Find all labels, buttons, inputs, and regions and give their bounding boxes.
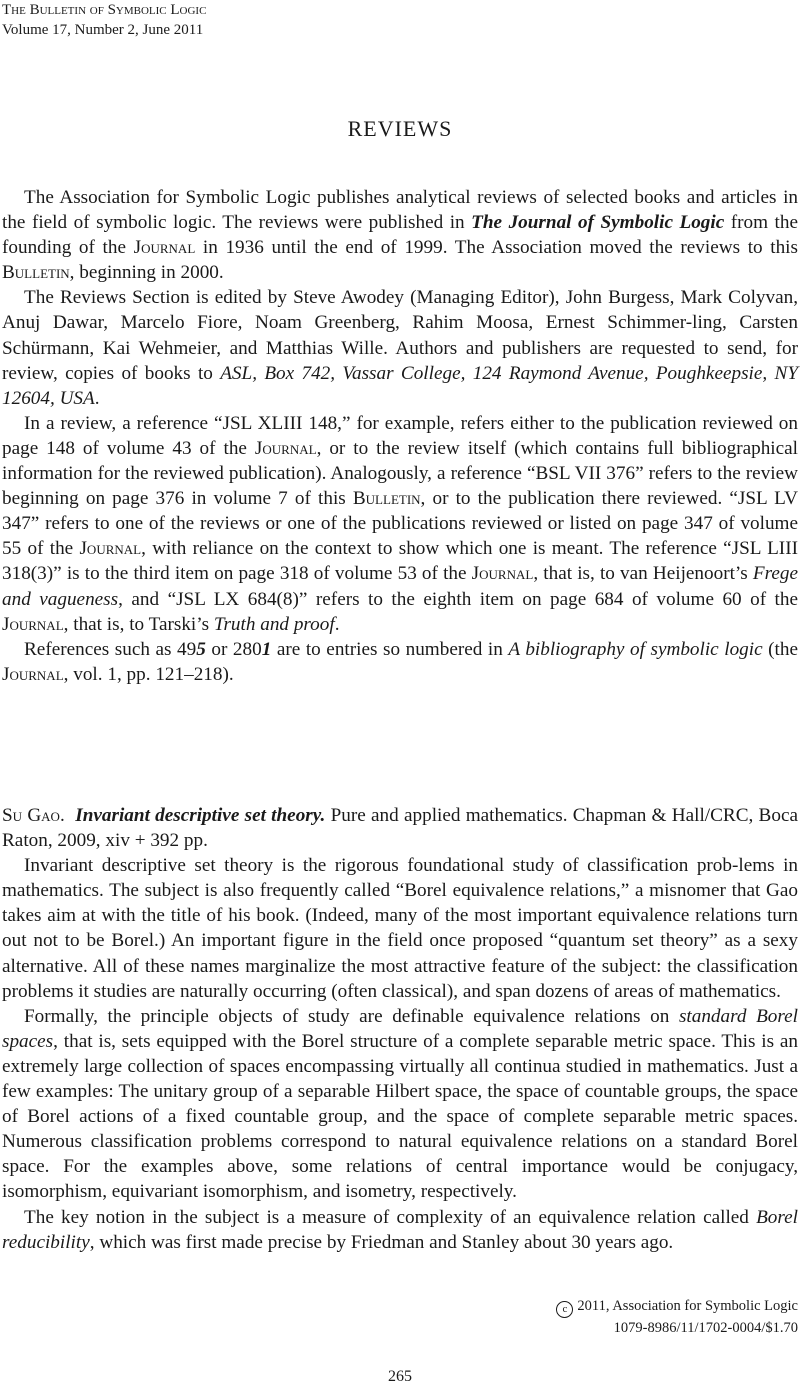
entry-number: 1 xyxy=(261,638,272,660)
review-paragraph-2 xyxy=(2,1004,798,1205)
review-author: Su Gao. xyxy=(2,805,65,826)
intro-paragraph-1 xyxy=(2,185,798,285)
section-title: REVIEWS xyxy=(347,116,453,141)
text-run: , that is, to Tarski’s xyxy=(63,613,214,635)
review-heading xyxy=(2,803,798,853)
text-run: , beginning in 2000. xyxy=(69,262,224,284)
bibliography-title: A bibliography of symbolic logic xyxy=(508,638,763,660)
text-run: In a review, a reference “JSL XLIII 148,” for example, refers either to the publication reviewed on page 148 of volume 43 of the xyxy=(2,412,798,459)
defined-term: Borel reducibility xyxy=(2,1206,798,1253)
intro-paragraph-4 xyxy=(2,637,798,687)
text-run: (the xyxy=(762,638,798,660)
bulletin-smallcaps: Bulletin xyxy=(352,488,421,510)
text-run: , with reliance on the context to show which one is meant. The reference “JSL LIII 318(3)” is to the third item on page 318 of volume 53 of the xyxy=(2,538,798,585)
text-run: , or to the review itself (which contains full bibliographical information for the reviewed publication). Analogously, a reference “BSL VII 376” refers to the review beginning on page 376 in volume 7 of this xyxy=(2,437,798,510)
journal-smallcaps: Journal xyxy=(254,437,317,459)
intro-paragraph-2 xyxy=(2,285,798,410)
text-run: . xyxy=(334,613,340,635)
review-paragraph-1: Invariant descriptive set theory is the rigorous foundational study of classification prob-lems in mathematics. The subject is also frequently called “Borel equivalence relations,” a misnomer that Gao takes aim at with the title of his book. (Indeed, many of the most important equivalence relations turn out not to be Borel.) An important figure in the field once proposed “quantum set theory” as a sexy alternative. All of these names marginalize the most attractive feature of the subject: the classification problems it studies are naturally occurring (often classical), and span dozens of areas of mathematics. xyxy=(2,855,798,1002)
text-run: Formally, the principle objects of study are definable equivalence relations on xyxy=(24,1005,679,1027)
text-run: The Reviews Section is edited by Steve Awodey (Managing Editor), John Burgess, Mark Colyvan, Anuj Dawar, Marcelo Fiore, Noam Greenberg, Rahim Moosa, Ernest Schimmer-ling, Carsten Schürmann, Kai Wehmeier, and Matthias Wille. Authors and publishers are requested to send, for review, copies of books to xyxy=(2,287,798,384)
journal-smallcaps: Journal xyxy=(79,538,142,560)
page-number: 265 xyxy=(388,1368,412,1385)
entry-number: 5 xyxy=(196,638,206,660)
journal-title: The Journal of Symbolic Logic xyxy=(471,212,725,234)
text-run: , or to the publication there reviewed. “JSL LV 347” refers to one of the reviews or one of the publications reviewed or listed on page 347 of volume 55 of the xyxy=(2,488,798,560)
cited-title: Truth and proof xyxy=(213,613,335,635)
text-run: from the founding of the xyxy=(2,212,798,259)
text-run: References such as 49 xyxy=(24,638,197,660)
text-run: , which was first made precise by Friedman and Stanley about 30 years ago. xyxy=(89,1231,674,1253)
journal-smallcaps: Journal xyxy=(133,237,196,259)
mailing-address: ASL, Box 742, Vassar College, 124 Raymond Avenue, Poughkeepsie, NY 12604, USA xyxy=(2,362,798,409)
cited-title: Frege and vagueness xyxy=(2,563,798,610)
text-run: . xyxy=(94,387,100,409)
text-run: , vol. 1, pp. 121–218). xyxy=(63,663,234,685)
journal-smallcaps: Journal xyxy=(471,563,534,585)
review-paragraph-3 xyxy=(2,1205,798,1255)
copyright-icon: c xyxy=(556,1301,573,1318)
issn-code: 1079-8986/11/1702-0004/$1.70 xyxy=(613,1320,798,1336)
text-run: in 1936 until the end of 1999. The Association moved the reviews to this xyxy=(195,237,798,259)
bulletin-smallcaps: Bulletin xyxy=(2,262,70,284)
journal-smallcaps: Journal xyxy=(2,613,64,635)
text-run: , that is, to van Heijenoort’s xyxy=(533,563,753,585)
intro-paragraph-3 xyxy=(2,411,798,637)
copyright-notice xyxy=(556,1296,798,1338)
review-citation: Pure and applied mathematics. Chapman & Hall/CRC, Boca Raton, 2009, xiv + 392 pp. xyxy=(2,805,798,852)
volume-line: Volume 17, Number 2, June 2011 xyxy=(2,22,204,38)
text-run: are to entries so numbered in xyxy=(271,638,509,660)
text-run: , and “JSL LX 684(8)” refers to the eighth item on page 684 of volume 60 of the xyxy=(118,588,798,610)
running-head xyxy=(2,0,206,40)
journal-smallcaps: Journal xyxy=(2,663,64,685)
review-book-title: Invariant descriptive set theory. xyxy=(75,805,326,826)
text-run: or 280 xyxy=(205,638,262,660)
reviews-introduction xyxy=(2,185,798,687)
text-run: , that is, sets equipped with the Borel structure of a complete separable metric space. This is an extremely large collection of spaces encompassing virtually all continua studied in mathematics. Just a few examples: The unitary group of a separable Hilbert space, the space of countable groups, the space of Borel actions of a fixed countable group, and the space of complete separable metric spaces. Numerous classification problems correspond to natural equivalence relations on a standard Borel space. For the examples above, some relations of central importance would be conjugacy, isomorphism, equivariant isomorphism, and isometry, respectively. xyxy=(2,1030,798,1203)
defined-term: standard Borel spaces xyxy=(2,1005,798,1052)
journal-name: The Bulletin of Symbolic Logic xyxy=(2,2,207,18)
text-run: The Association for Symbolic Logic publishes analytical reviews of selected books and articles in the field of symbolic logic. The reviews were published in xyxy=(2,187,798,234)
book-review xyxy=(2,803,798,1255)
copyright-text: 2011, Association for Symbolic Logic xyxy=(577,1298,798,1314)
text-run: The key notion in the subject is a measure of complexity of an equivalence relation called xyxy=(24,1206,757,1228)
